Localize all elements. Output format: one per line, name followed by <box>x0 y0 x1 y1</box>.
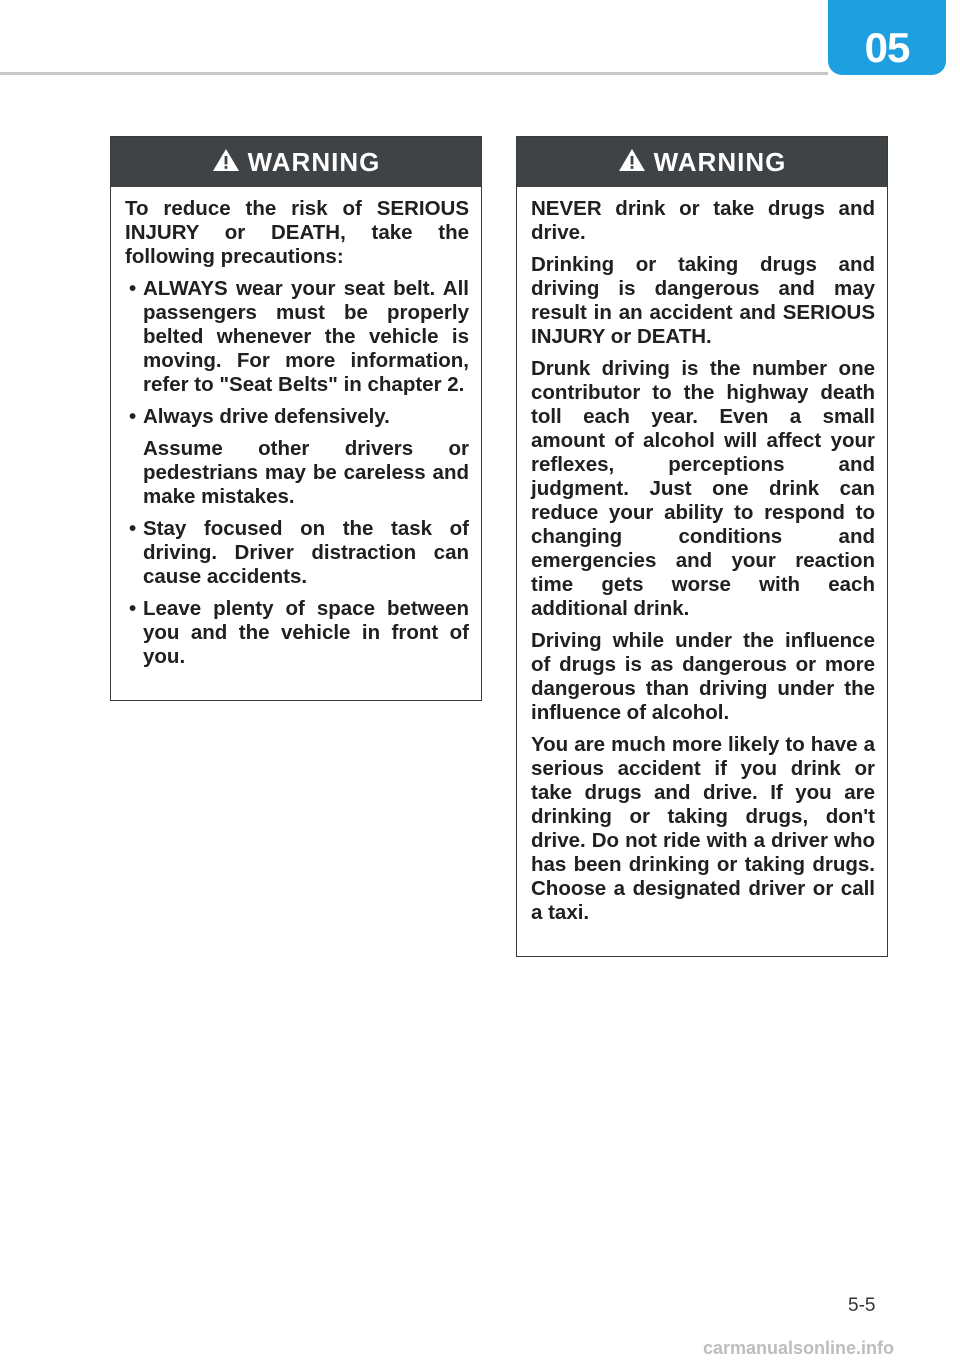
watermark: carmanualsonline.info <box>703 1338 895 1358</box>
bullet-text: Stay focused on the task of driving. Driver distraction can cause accidents. <box>143 517 469 588</box>
warning-paragraph: Drinking or taking drugs and driving is dangerous and may result in an accident and SERIOUS INJURY or DEATH. <box>531 253 875 348</box>
chapter-tab: 05 <box>828 0 946 75</box>
warning-paragraph: Drunk driving is the number one contributor to the highway death toll each year. Even a small amount of alcohol will affect your reflexes, perceptions and judgment. Just one drink can reduce your ability to respond to changing conditions and emergencies and your reaction time gets worse with each additional drink. <box>531 357 875 620</box>
bullet-text: Always drive defensively. <box>143 405 390 428</box>
warning-title: WARNING <box>247 146 381 177</box>
list-item <box>125 405 469 509</box>
warning-paragraph: Driving while under the influence of drugs is as dangerous or more dangerous than driving under the influence of alcohol. <box>531 629 875 724</box>
bullet-text: Leave plenty of space between you and the vehicle in front of you. <box>143 597 469 668</box>
header-rule <box>0 72 828 75</box>
warning-intro: To reduce the risk of SERIOUS INJURY or DEATH, take the following precautions: <box>125 197 469 268</box>
page-number: 5-5 <box>848 1295 876 1316</box>
bullet-text: ALWAYS wear your seat belt. All passengers must be properly belted whenever the vehicle is moving. For more information, refer to "Seat Belts" in chapter 2. <box>143 277 469 396</box>
warning-title: WARNING <box>653 146 787 177</box>
warning-triangle-icon <box>212 148 240 172</box>
warning-triangle-icon <box>618 148 646 172</box>
warning-header <box>517 137 887 187</box>
warning-paragraph: You are much more likely to have a serious accident if you drink or take drugs and drive. If you are drinking or taking drugs, don't drive. Do not ride with a driver who has been drinking or taking drugs. Choose a designated driver or call a taxi. <box>531 733 875 924</box>
list-item <box>125 517 469 589</box>
precautions-list <box>125 277 469 669</box>
warning-paragraph: NEVER drink or take drugs and drive. <box>531 197 875 244</box>
list-item <box>125 597 469 669</box>
warning-body <box>517 187 887 925</box>
bullet-subtext: Assume other drivers or pedestrians may be careless and make mistakes. <box>143 437 469 508</box>
list-item <box>125 277 469 397</box>
warning-body <box>111 187 481 669</box>
warning-box-drink-driving <box>516 136 888 957</box>
warning-header <box>111 137 481 187</box>
warning-box-seat-safety <box>110 136 482 701</box>
